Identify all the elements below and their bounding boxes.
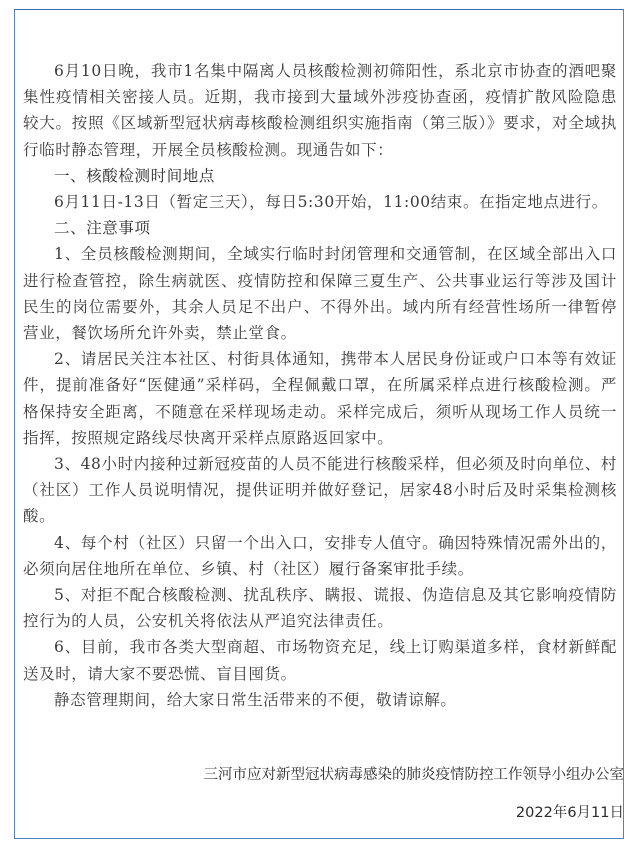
issue-date: 2022年6月11日 bbox=[515, 805, 624, 821]
closing-paragraph: 静态管理期间，给大家日常生活带来的不便，敬请谅解。 bbox=[54, 690, 457, 709]
note-item-5: 5、对拒不配合核酸检测、扰乱秩序、瞒报、谎报、伪造信息及其它影响疫情防控行为的人员，公安机关将依法从严追究法律责任。 bbox=[23, 586, 617, 631]
section-heading-notes: 二、注意事项 bbox=[54, 219, 151, 238]
note-item-6: 6、目前，我市各类大型商超、市场物资充足，线上订购渠道多样，食材新鲜配送及时，请大家不要恐慌、盲目囤货。 bbox=[23, 638, 617, 683]
note-item-3: 3、48小时内接种过新冠疫苗的人员不能进行核酸采样，但必须及时向单位、村（社区）工作人员说明情况，提供证明并做好登记，居家48小时后及时采集检测核酸。 bbox=[23, 455, 617, 526]
time-location-paragraph: 6月11日-13日（暂定三天），每日5:30开始，11:00结束。在指定地点进行。 bbox=[54, 193, 608, 212]
note-item-1: 1、全员核酸检测期间，全域实行临时封闭管理和交通管制，在区域全部出入口进行检查管控，除生病就医、疫情防控和保障三夏生产、公共事业运行等涉及国计民生的岗位需要外，其余人员足不出户、不得外出。域内所有经营性场所一律暂停营业，餐饮场所允许外卖，禁止堂食。 bbox=[23, 245, 617, 343]
notice-body bbox=[23, 58, 617, 713]
note-item-4: 4、每个村（社区）只留一个出入口，安排专人值守。确因特殊情况需外出的，必须向居住地所在单位、乡镇、村（社区）履行备案审批手续。 bbox=[23, 533, 617, 578]
note-item-2: 2、请居民关注本社区、村街具体通知，携带本人居民身份证或户口本等有效证件，提前准备好“医健通”采样码，全程佩戴口罩，在所属采样点进行核酸检测。严格保持安全距离，不随意在采样现场走动。采样完成后，须听从现场工作人员统一指挥，按照规定路线尽快离开采样点原路返回家中。 bbox=[23, 350, 617, 447]
intro-paragraph: 6月10日晚，我市1名集中隔离人员核酸检测初筛阳性，系北京市协查的酒吧聚集性疫情相关密接人员。近期，我市接到大量域外涉疫协查函，疫情扩散风险隐患较大。按照《区域新型冠状病毒核酸检测组织实施指南（第三版）》要求，对全域执行临时静态管理，开展全员核酸检测。现通告如下： bbox=[23, 62, 617, 159]
issuer-signature: 三河市应对新型冠状病毒感染的肺炎疫情防控工作领导小组办公室 bbox=[203, 767, 624, 783]
section-heading-time-location: 一、核酸检测时间地点 bbox=[54, 166, 216, 185]
